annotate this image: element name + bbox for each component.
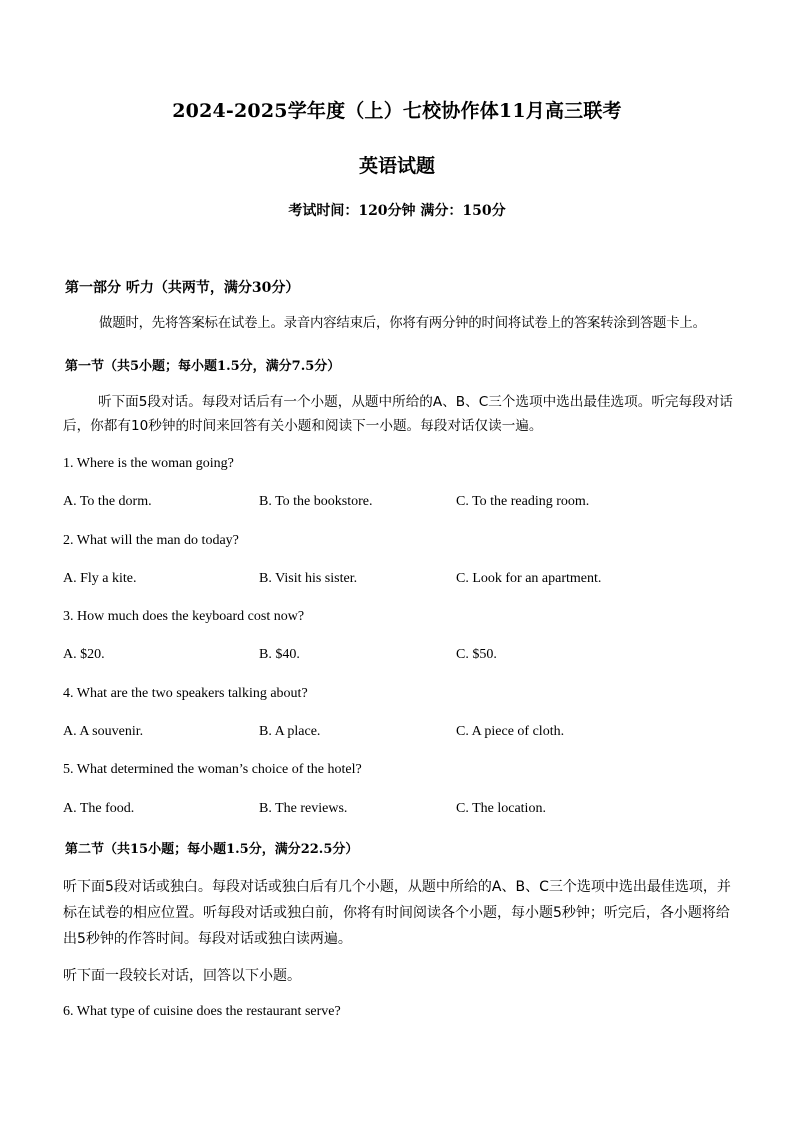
question-2-option-c: C. Look for an apartment.: [456, 571, 602, 586]
section2-prompt: 听下面一段较长对话，回答以下小题。: [63, 968, 301, 984]
question-4-option-a: A. A souvenir.: [63, 724, 144, 739]
question-2-option-b: B. Visit his sister.: [259, 571, 358, 586]
part1-heading: 第一部分 听力（共两节，满分30分）: [65, 280, 300, 296]
exam-info: 考试时间：120分钟 满分：150分: [288, 203, 506, 219]
question-2-option-a: A. Fly a kite.: [63, 571, 137, 586]
section2-heading: 第二节（共15小题；每小题1.5分，满分22.5分）: [65, 842, 359, 857]
question-5-option-b: B. The reviews.: [259, 801, 348, 816]
question-3-option-b: B. $40.: [259, 647, 300, 662]
question-1-option-a: A. To the dorm.: [63, 494, 152, 509]
question-1-option-b: B. To the bookstore.: [259, 494, 373, 509]
question-1-option-c: C. To the reading room.: [456, 494, 590, 509]
question-4-stem: 4. What are the two speakers talking about?: [63, 686, 308, 701]
exam-title: 2024-2025学年度（上）七校协作体11月高三联考: [172, 100, 622, 122]
question-5-stem: 5. What determined the woman’s choice of the hotel?: [63, 762, 362, 777]
section1-directions: 听下面5段对话。每段对话后有一个小题，从题中所给的A、B、C三个选项中选出最佳选项。听完每段对话后，你都有10秒钟的时间来回答有关小题和阅读下一小题。每段对话仅读一遍。: [63, 394, 733, 434]
question-4-option-c: C. A piece of cloth.: [456, 724, 565, 739]
question-3-option-a: A. $20.: [63, 647, 105, 662]
question-4-option-b: B. A place.: [259, 724, 321, 739]
section1-heading: 第一节（共5小题；每小题1.5分，满分7.5分）: [65, 359, 341, 374]
question-5-option-c: C. The location.: [456, 801, 546, 816]
part1-instruction: 做题时，先将答案标在试卷上。录音内容结束后，你将有两分钟的时间将试卷上的答案转涂到答题卡上。: [99, 316, 706, 331]
question-2-stem: 2. What will the man do today?: [63, 533, 239, 548]
question-3-stem: 3. How much does the keyboard cost now?: [63, 609, 305, 624]
question-1-stem: 1. Where is the woman going?: [63, 456, 234, 471]
question-3-option-c: C. $50.: [456, 647, 497, 662]
question-5-option-a: A. The food.: [63, 801, 135, 816]
question-6-stem: 6. What type of cuisine does the restaurant serve?: [63, 1004, 341, 1019]
section2-directions: 听下面5段对话或独白。每段对话或独白后有几个小题，从题中所给的A、B、C三个选项中选出最佳选项，并标在试卷的相应位置。听每段对话或独白前，你将有时间阅读各个小题，每小题5秒钟；听完后，各小题将给出5秒钟的作答时间。每段对话或独白读两遍。: [63, 879, 731, 947]
subject-title: 英语试题: [358, 155, 435, 177]
